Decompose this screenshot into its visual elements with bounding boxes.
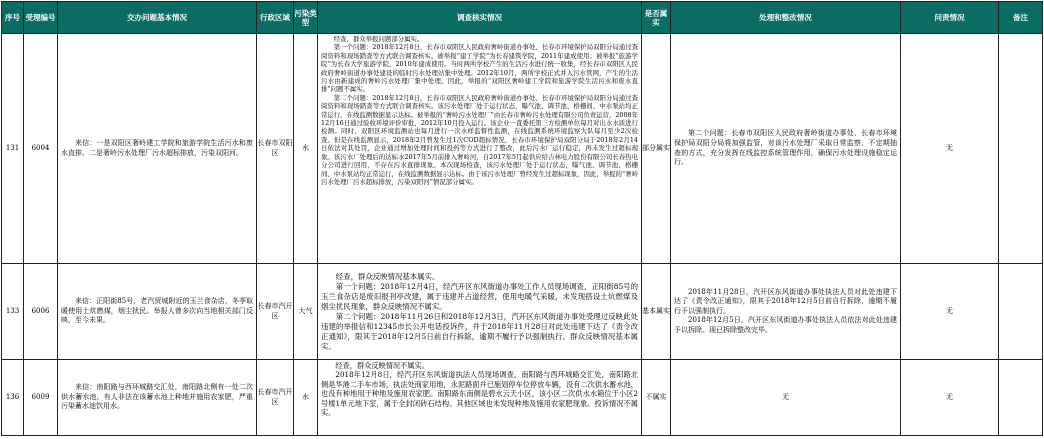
handling-paragraph: 第二个问题：长春市双阳区人民政府奢岭街道办事处、长春市环境保护局双阳分局将加强监管，对该污水处理厂采取日常监察、不定期抽查的方式，充分发挥在线监控系统管理作用，确保污水处理设施稳定运行。 — [674, 129, 897, 167]
cell-case-no: 6006 — [24, 264, 58, 360]
table-row — [2, 34, 1043, 264]
header-accountability: 问责情况 — [901, 2, 999, 34]
cell-investigation — [318, 264, 642, 360]
header-region: 行政区域 — [257, 2, 294, 34]
cell-case-no: 6009 — [24, 360, 58, 436]
investigation-paragraph: 第二个问题：2018年12月8日，长春市双阳区人民政府奢岭街道办事处、长春市环境保护局双阳分局通过查阅资料和现场踏查等方式联合调查核实。该污水处理厂处于运行状态，曝气池、调节池、格栅间、中水泵站均正常运行，在线监测数据显示达标。被举报的“奢岭污水处理厂”由长春市奢岭污水处理有限公司负责运营，2008年12月16日通过验收环境评价审批，2012年10月投入运行。该企业一直委托第三方检测单位每月对出水水质进行检测。同时，双阳区环境监测站也每月进行一次水样监督性监测，在线监测系统环境监察大队每月至少2次检查。但是在线监测显示，2018年2月曾发生过1次COD超标情况，长春市环境保护局双阳分局于2018年2月14日依法对其处罚，企业通过增加处理时间和投药等方式进行了整改，此后污水厂运行稳定，再未发生过超标现象。该污水厂处理后的达标水2017年5月前排入奢岭河，自2017年5月起供应给吉林电力股份有限公司长春热电分公司进行回用，不存在污水直排现象。本次现场检查，该污水处理厂处于运行状态，曝气池、调节池、格栅间、中水泵站均正常运行，在线监测数据显示达标。由于该污水处理厂曾经发生过超标现象，因此，举报的“奢岭污水处理厂污水超标排放，污染双阳河”情况部分属实。 — [321, 93, 638, 186]
investigation-paragraph: 经查，群众举报问题部分属实。 — [333, 35, 424, 43]
header-row — [2, 2, 1043, 34]
header-seq: 序号 — [2, 2, 24, 34]
cell-pollution: 水 — [294, 360, 318, 436]
cell-pollution: 水 — [294, 34, 318, 264]
header-verified: 是否属实 — [642, 2, 671, 34]
handling-paragraph: 2018年11月28日，汽开区东风街道办事处执法人员对此处违建下达了《责令改正通知》，限其于2018年12月5日前自行拆除，逾期不履行予以强制执行。 — [674, 287, 897, 315]
cell-region: 长春市汽开区 — [257, 360, 294, 436]
header-remarks: 备注 — [999, 2, 1043, 34]
header-case-no: 受理编号 — [24, 2, 58, 34]
table-row — [2, 360, 1043, 436]
cell-investigation — [318, 34, 642, 264]
cell-pollution: 大气 — [294, 264, 318, 360]
cell-verified: 基本属实 — [642, 264, 671, 360]
cell-verified: 部分属实 — [642, 34, 671, 264]
cell-issue — [58, 360, 257, 436]
investigation-paragraph: 2018年12月8日，经汽开区东风街道执法人员现场调查，南阳路与西环城路交汇处，南阳路北侧是华港二手车市场，执法处商家用地，永泥路面并已施划停车位停放车辆，没有二次供水蓄水池，也没有种地用于种地及施用农家肥。南阳路东南侧是碧水云天小区，该小区二次供水水箱位于小区2号楼1单元地下室，属于全封闭砖石结构。其他区域也未发现种地及施用农家肥现象。投诉情况不属实。 — [321, 370, 638, 418]
handling-paragraph: 2018年12月5日，汽开区东风街道办事处执法人员依法对此处违建予以拆除。现已拆除整改完毕。 — [674, 316, 897, 334]
header-issue: 交办问题基本情况 — [58, 2, 257, 34]
header-investigation: 调查核实情况 — [318, 2, 642, 34]
cell-region: 长春市双阳区 — [257, 34, 294, 264]
cell-issue — [58, 264, 257, 360]
cell-seq: 133 — [2, 264, 24, 360]
header-pollution: 污染类型 — [294, 2, 318, 34]
cell-remarks — [999, 264, 1043, 360]
investigation-paragraph: 第二个问题：2018年11月26日和2018年12月3日，汽开区东风街道办事处受理过反映此处违建的举报信和12345市长公开电话投诉件，并于2018年11月28日对此处违建下达了《责令改正通知》，限其于2018年12月5日前自行拆除，逾期不履行予以强制执行。群众反映情况基本属实。 — [321, 311, 638, 351]
cell-seq: 131 — [2, 34, 24, 264]
cell-remarks — [999, 34, 1043, 264]
issue-text: 来信：南阳路与西环城路交汇处，南阳路北侧有一处二次供水蓄水池，有人非法在该蓄水池上种地并施用农家肥，严重污染蓄水池饮用水。 — [61, 383, 253, 411]
cell-case-no: 6004 — [24, 34, 58, 264]
cell-accountability: 无 — [901, 34, 999, 264]
cell-accountability: 无 — [901, 264, 999, 360]
cell-issue — [58, 34, 257, 264]
cell-region: 长春市汽开区 — [257, 264, 294, 360]
table-row — [2, 264, 1043, 360]
investigation-paragraph: 经查，群众反映情况不属实。 — [335, 361, 429, 370]
issue-text: 来信：正阳街85号，老汽贸城附近的玉兰食杂店，冬季取暖使用土炕燃煤，烟尘扰民。举报人曾多次向当地相关部门反映，至今未果。 — [61, 297, 253, 325]
cell-investigation — [318, 360, 642, 436]
header-handling: 处理和整改情况 — [671, 2, 901, 34]
cell-handling — [671, 264, 901, 360]
cell-seq: 136 — [2, 360, 24, 436]
issue-text: 来信：一是双阳区奢岭建工学院和旅游学院生活污水和废水直排。二是奢岭污水处理厂污水超标排放，污染双阳河。 — [61, 138, 253, 157]
investigation-paragraph: 经查，群众反映情况基本属实。 — [335, 271, 440, 281]
cell-handling — [671, 34, 901, 264]
cell-handling: 无 — [671, 360, 901, 436]
case-table — [1, 1, 1043, 436]
cell-accountability: 无 — [901, 360, 999, 436]
cell-verified: 不属实 — [642, 360, 671, 436]
investigation-paragraph: 第一个问题：2018年12月8日，长春市双阳区人民政府奢岭街道办事处、长春市环境保护局双阳分局通过查阅资料和现场踏查等方式联合调查核实。被举报“建工学院”为长春建筑学院，2011年建成使用；被举报“旅游学院”为长春大学旅游学院，2010年建成使用。当时两所学校产生的生活污水进行统一收集，经长春市双阳区人民政府奢岭街道办事处建设的临时污水处理站集中处理。2012年10月，两所学校正式并入污水管网，产生的生活污水由新建成的奢岭污水处理厂集中处理。因此，举报的“双阳区奢岭建工学院和旅游学院生活污水和废水直排”问题不属实。 — [321, 43, 638, 94]
investigation-paragraph: 第一个问题：2018年12月4日，经汽开区东风街道办事处工作人员现场调查，正阳街85号的玉兰食杂店是废旧报刊亭改建，属于违建并占道经营，使用电暖气采暖，未发现搭设土炕燃煤及烟尘扰民现象，群众反映情况不属实。 — [321, 281, 638, 311]
cell-remarks — [999, 360, 1043, 436]
